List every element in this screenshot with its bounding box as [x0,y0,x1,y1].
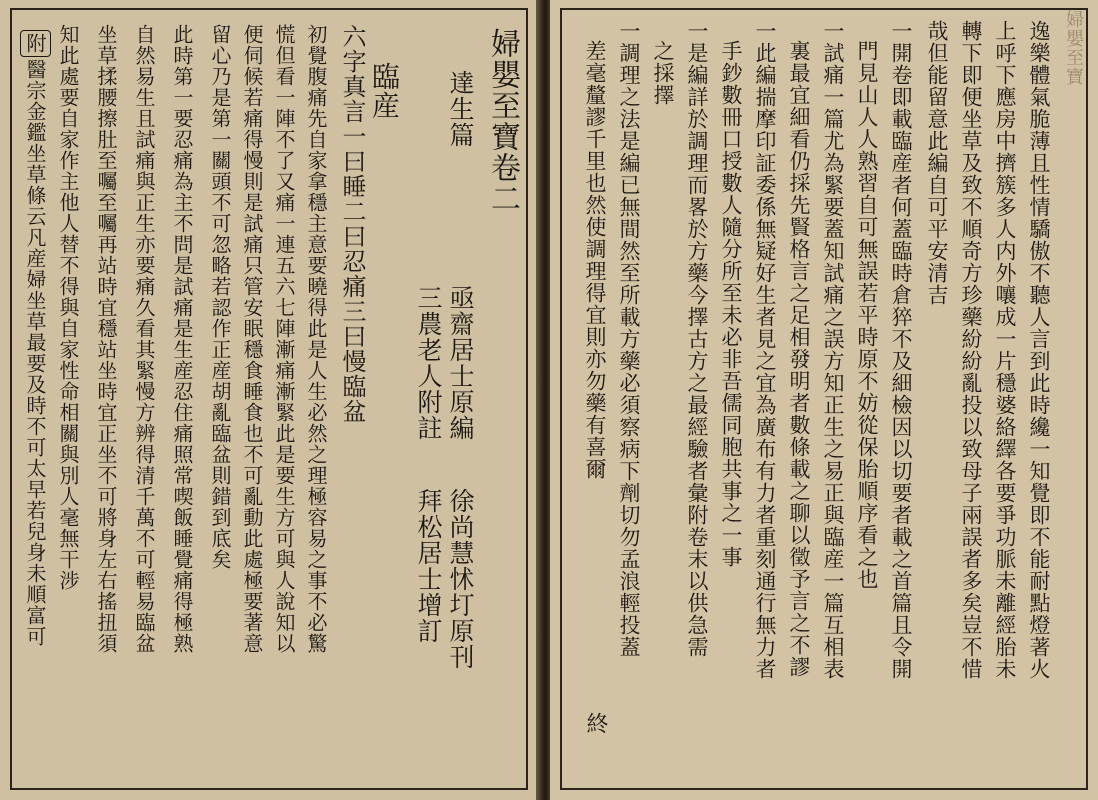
text-line: 留心乃是第一關頭不可忽略若認作正産胡亂臨盆則錯到底矣 [208,24,232,570]
text-line: 一試痛一篇尤為緊要蓋知試痛之誤方知正生之易正與臨産一篇互相表 [821,20,845,680]
annotation-mark: 附 [20,30,51,57]
text-line: 門見山人人熟習自可無誤若平時原不妨從保胎順序看之也 [855,40,879,590]
credit-annotator: 三農老人附註 [414,285,443,441]
text-line: 轉下即便坐草及致不順奇方珍藥紛紛亂投以致母子兩誤者多矣豈不惜 [959,20,983,680]
text-line: 手鈔數冊口授數人隨分所至未必非吾儒同胞共事之一事 [719,40,743,568]
text-line: 裏最宜細看仍採先賢格言之足相發明者數條載之聊以徵予言之不謬 [787,40,811,678]
text-line: 知此處要自家作主他人替不得與自家性命相關與別人毫無干涉 [56,24,80,591]
section-title: 達生篇 [446,70,475,148]
text-line: 一調理之法是編已無間然至所載方藥必須察病下劑切勿孟浪輕投蓋 [617,20,641,658]
credit-editor: 拜松居士增訂 [414,488,443,644]
text-line: 六字真言一曰睡二曰忍痛三曰慢臨盆 [338,24,366,424]
text-line: 坐草揉腰擦肚至囑至囑再站時宜穩站坐時宜正坐不可將身左右搖扭須 [94,24,118,654]
text-line: 慌但看一陣不了又痛一連五六七陣漸痛漸緊此是要生方可與人說知以 [272,24,296,654]
text-line: 此時第一要忍痛為主不問是試痛是生産忍住痛照常喫飯睡覺痛得極熟 [170,24,194,654]
text-line: 上呼下應房中擠簇多人内外嚷成一片穩婆絡繹各要爭功脈未離經胎未 [993,20,1017,680]
right-page [550,0,1098,800]
left-page [0,0,540,800]
edge-running-title: 婦嬰至寶 [1063,10,1084,86]
text-line: 哉但能留意此編自可平安清吉 [925,20,949,306]
text-line: 便伺候若痛得慢則是試痛只管安眠穩食睡食也不可亂動此處極要著意 [240,24,264,654]
text-line: 之採擇 [651,40,675,106]
chapter-title: 臨産 [368,62,401,120]
credit-publisher: 徐尚慧怵圢原刊 [446,488,475,670]
text-line: 一此編揣摩印証委係無疑好生者見之宜為廣布有力者重刻通行無力者 [753,20,777,680]
text-line: 一開卷即載臨産者何蓋臨時倉猝不及細檢因以切要者載之首篇且令開 [889,20,913,680]
text-line: 自然易生且試痛與正生亦要痛久看其緊慢方辨得清千萬不可輕易臨盆 [132,24,156,654]
text-line: 差毫釐謬千里也然使調理得宜則亦勿藥有喜爾 [583,40,607,480]
annotation-line [20,30,51,647]
text-line: 初覺腹痛先自家拿穩主意要曉得此是人生必然之理極容易之事不必驚 [304,24,328,654]
text-line: 逸樂體氣脆薄且性情驕傲不聽人言到此時纔一知覺即不能耐點燈著火 [1027,20,1051,680]
text-line: 一是編詳於調理而畧於方藥今擇古方之最經驗者彙附卷末以供急需 [685,20,709,658]
end-mark: 終 [583,712,608,735]
credit-compiler: 亟齋居士原編 [446,285,475,441]
annotation-text: 醫宗金鑑坐草條云凡産婦坐草最要及時不可太早若兒身未順富可 [23,59,47,647]
running-title: 婦嬰至寶卷二 [485,28,520,214]
